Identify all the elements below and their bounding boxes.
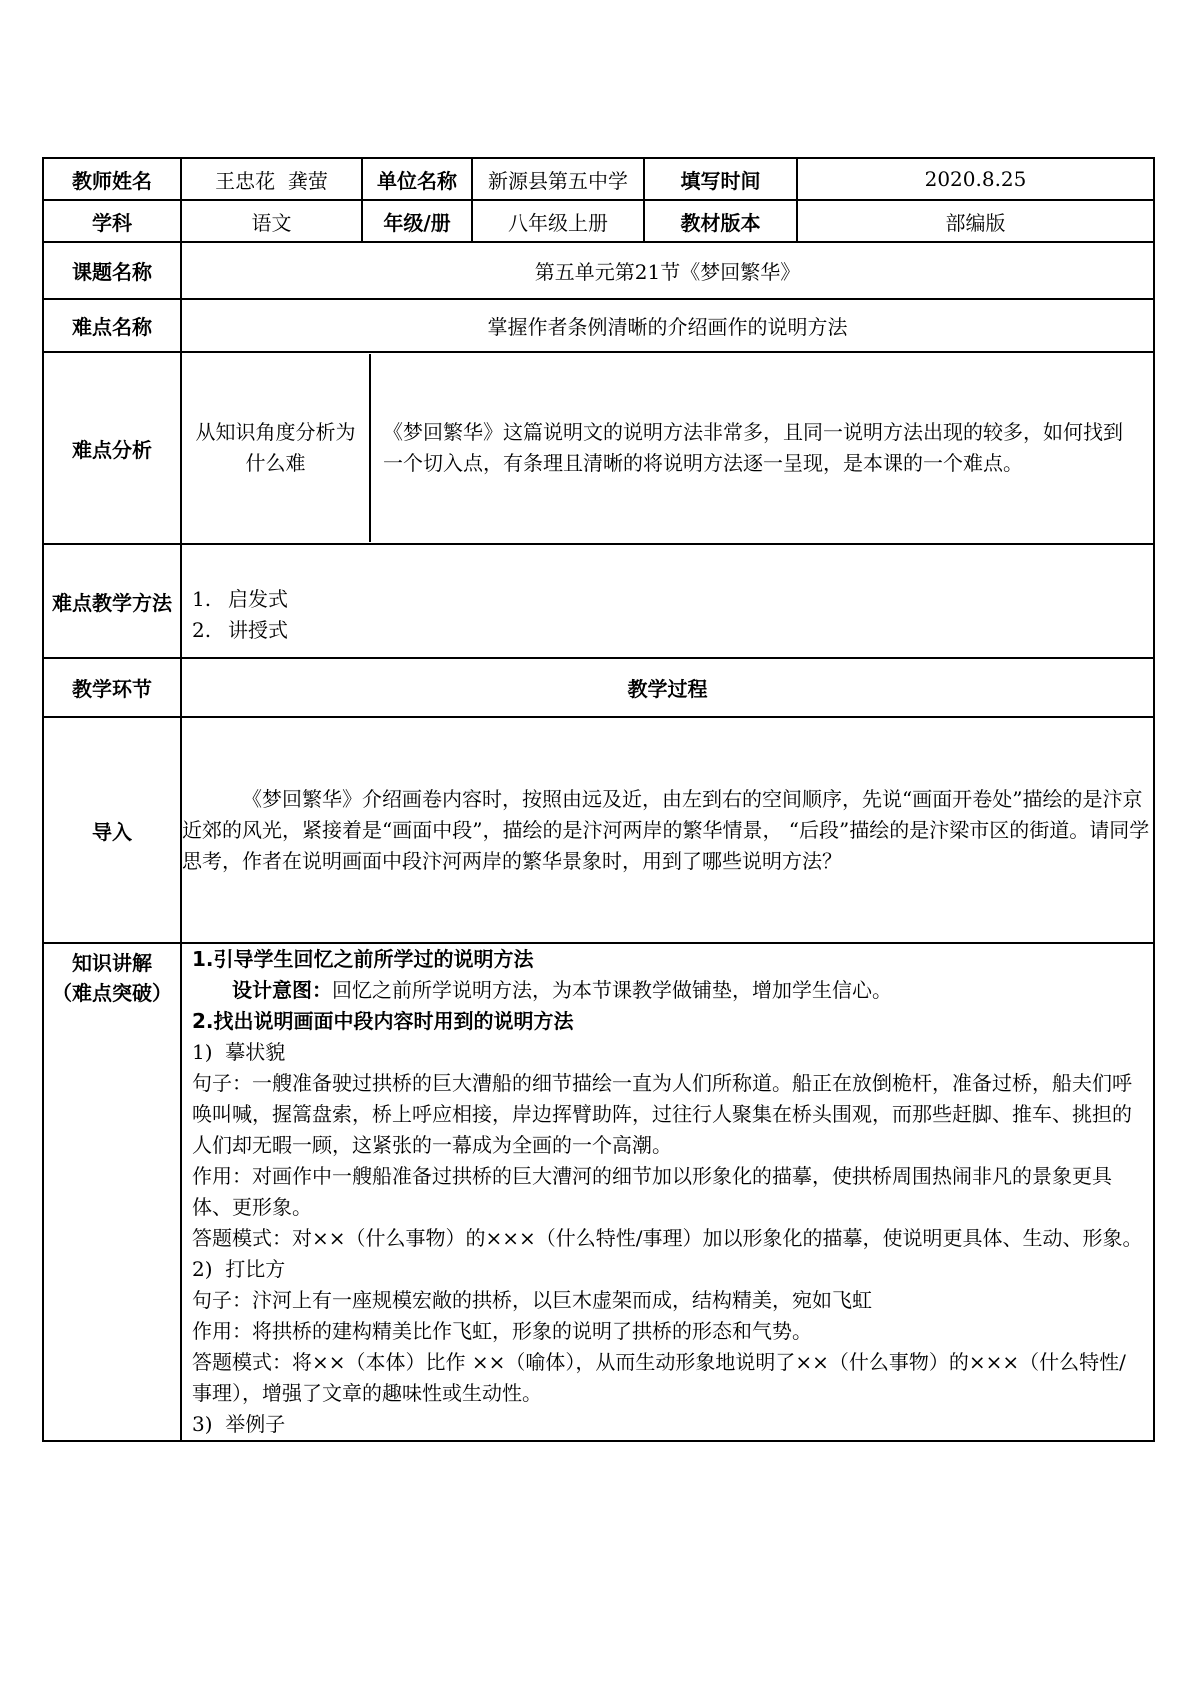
- header-row-2: [43, 200, 1154, 242]
- methods-label: 难点教学方法: [43, 544, 181, 658]
- difficulty-label: 难点名称: [43, 299, 181, 352]
- header-row-1: [43, 158, 1154, 200]
- edition-value: 部编版: [797, 200, 1154, 242]
- method-3-title: 3) 举例子: [192, 1412, 286, 1436]
- analysis-text: 《梦回繁华》这篇说明文的说明方法非常多，且同一说明方法出现的较多，如何找到一个切入点，有条理且清晰的将说明方法逐一呈现，是本课的一个难点。: [370, 354, 1153, 542]
- knowledge-label-line1: 知识讲解: [72, 951, 152, 975]
- topic-label: 课题名称: [43, 242, 181, 299]
- date-value: 2020.8.25: [797, 158, 1154, 200]
- design-intent: [192, 975, 1143, 1006]
- method-1-effect: 作用：对画作中一艘船准备过拱桥的巨大漕河的细节加以形象化的描摹，使拱桥周围热闹非凡的景象更具体、更形象。: [192, 1164, 1112, 1219]
- subject-label: 学科: [43, 200, 181, 242]
- edition-label: 教材版本: [644, 200, 797, 242]
- subject-value: 语文: [181, 200, 362, 242]
- date-label: 填写时间: [644, 158, 797, 200]
- teacher-label: 教师姓名: [43, 158, 181, 200]
- methods-row: [43, 544, 1154, 658]
- process-stage-label: 教学环节: [43, 658, 181, 717]
- difficulty-row: [43, 299, 1154, 352]
- analysis-content: [181, 352, 1154, 544]
- knowledge-heading-2: 2.找出说明画面中段内容时用到的说明方法: [192, 1009, 574, 1033]
- methods-list: [181, 544, 1154, 658]
- unit-label: 单位名称: [362, 158, 472, 200]
- method-2-effect: 作用：将拱桥的建构精美比作飞虹，形象的说明了拱桥的形态和气势。: [192, 1319, 812, 1343]
- method-2-title: 2) 打比方: [192, 1257, 286, 1281]
- topic-row: [43, 242, 1154, 299]
- lesson-plan-table: [42, 157, 1155, 1442]
- intro-row: [43, 717, 1154, 943]
- method-2-sentence: 句子：汴河上有一座规模宏敞的拱桥，以巨木虚架而成，结构精美，宛如飞虹: [192, 1288, 872, 1312]
- difficulty-value: 掌握作者条例清晰的介绍画作的说明方法: [181, 299, 1154, 352]
- topic-value: 第五单元第21节《梦回繁华》: [181, 242, 1154, 299]
- knowledge-label-line2: （难点突破）: [52, 981, 172, 1005]
- intro-text: 《梦回繁华》介绍画卷内容时，按照由远及近，由左到右的空间顺序，先说“画面开卷处”描绘的是汴京近郊的风光，紧接着是“画面中段”，描绘的是汴河两岸的繁华情景， “后段”描绘的是汴梁市区的街道。请同学思考，作者在说明画面中段汴河两岸的繁华景象时，用到了哪些说明方法？: [181, 717, 1154, 943]
- method-1-title: 1) 摹状貌: [192, 1040, 286, 1064]
- method-item: 2. 讲授式: [192, 618, 288, 642]
- grade-value: 八年级上册: [472, 200, 644, 242]
- analysis-sublabel: [182, 354, 370, 542]
- knowledge-content: [181, 943, 1154, 1441]
- method-2-pattern: 答题模式：将××（本体）比作 ××（喻体），从而生动形象地说明了××（什么事物）的×××（什么特性/事理），增强了文章的趣味性或生动性。: [192, 1350, 1126, 1405]
- analysis-inner: [182, 354, 1153, 542]
- knowledge-row: [43, 943, 1154, 1441]
- knowledge-heading-1: 1.引导学生回忆之前所学过的说明方法: [192, 947, 534, 971]
- analysis-sublabel-text: 从知识角度分析为什么难: [195, 420, 356, 475]
- process-header-row: [43, 658, 1154, 717]
- method-item: 1. 启发式: [192, 587, 288, 611]
- analysis-label: 难点分析: [43, 352, 181, 544]
- teacher-value: 王忠花 龚萤: [181, 158, 362, 200]
- grade-label: 年级/册: [362, 200, 472, 242]
- process-label: 教学过程: [181, 658, 1154, 717]
- unit-value: 新源县第五中学: [472, 158, 644, 200]
- knowledge-label: [43, 943, 181, 1441]
- analysis-row: [43, 352, 1154, 544]
- intro-label: 导入: [43, 717, 181, 943]
- design-intent-text: 回忆之前所学说明方法，为本节课教学做铺垫，增加学生信心。: [332, 978, 892, 1002]
- method-1-pattern: 答题模式：对××（什么事物）的×××（什么特性/事理）加以形象化的描摹，使说明更具体、生动、形象。: [192, 1226, 1143, 1250]
- design-intent-label: 设计意图：: [232, 978, 332, 1002]
- method-1-sentence: 句子：一艘准备驶过拱桥的巨大漕船的细节描绘一直为人们所称道。船正在放倒桅杆，准备过桥，船夫们呼唤叫喊，握篙盘索，桥上呼应相接，岸边挥臂助阵，过往行人聚集在桥头围观，而那些赶脚、推车、挑担的人们却无暇一顾，这紧张的一幕成为全画的一个高潮。: [192, 1071, 1132, 1157]
